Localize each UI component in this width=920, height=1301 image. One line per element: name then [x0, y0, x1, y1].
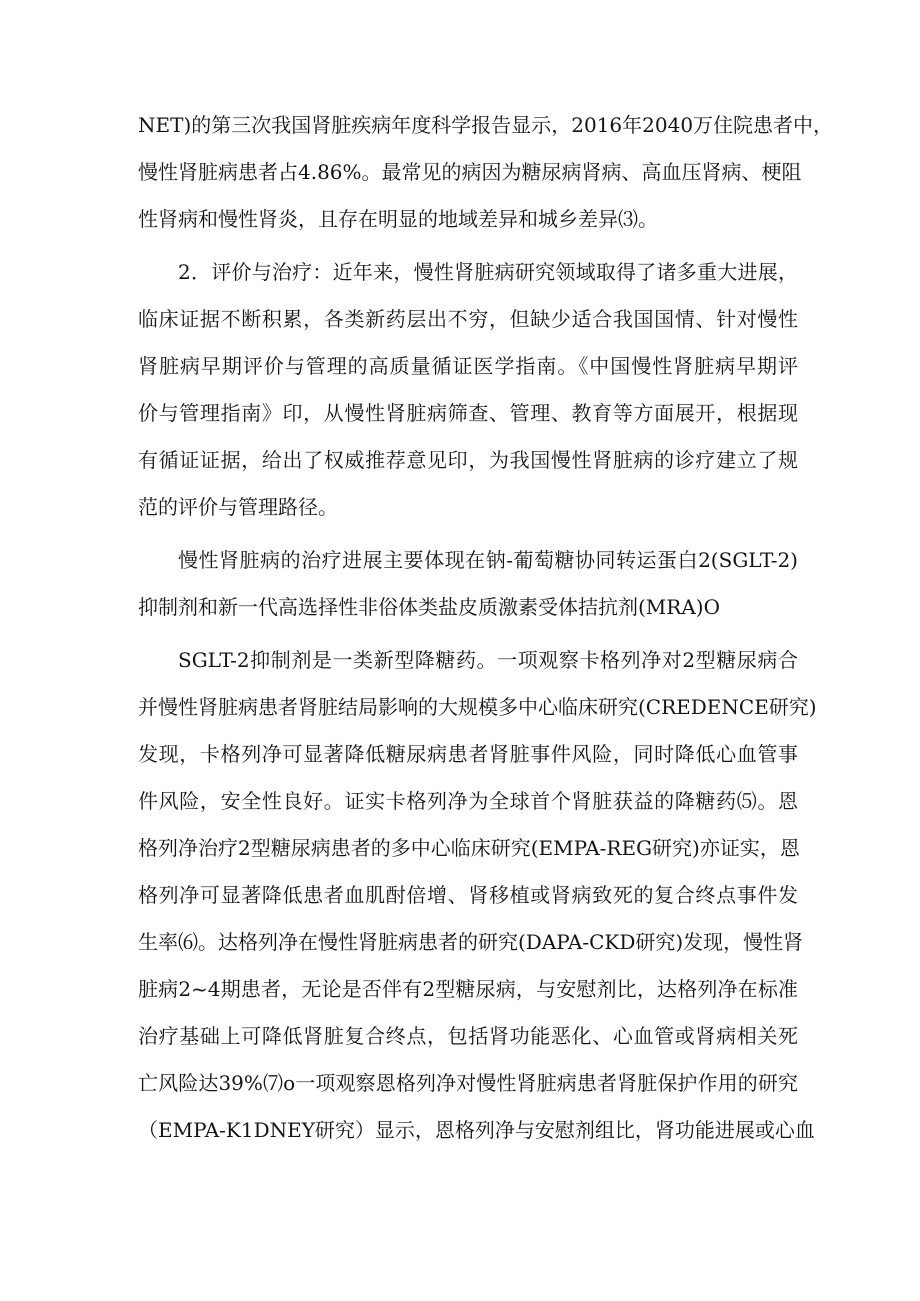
paragraph-epidemiology — [138, 102, 834, 243]
document-body — [138, 102, 834, 1154]
text-line: 2．评价与治疗：近年来，慢性肾脏病研究领域取得了诸多重大进展， — [178, 260, 798, 284]
text-line: 脏病2~4期患者，无论是否伴有2型糖尿病，与安慰剂比，达格列净在标准 — [138, 977, 798, 1001]
text-line: 发现，卡格列净可显著降低糖尿病患者肾脏事件风险，同时降低心血管事 — [138, 742, 798, 766]
text-line: 价与管理指南》印，从慢性肾脏病筛查、管理、教育等方面展开，根据现 — [138, 401, 798, 425]
paragraph-sglt2-inhibitors — [138, 637, 817, 1154]
text-line: 亡风险达39%⑺o一项观察恩格列净对慢性肾脏病患者肾脏保护作用的研究 — [138, 1071, 798, 1095]
text-line: SGLT-2抑制剂是一类新型降糖药。一项观察卡格列净对2型糖尿病合 — [178, 648, 798, 672]
text-line: 慢性肾脏病的治疗进展主要体现在钠-葡萄糖协同转运蛋白2(SGLT-2) — [178, 548, 798, 572]
text-line: 肾脏病早期评价与管理的高质量循证医学指南。《中国慢性肾脏病早期评 — [138, 354, 798, 378]
text-line: 抑制剂和新一代高选择性非俗体类盐皮质激素受体拮抗剂(MRA)O — [138, 595, 720, 619]
text-line: NET)的第三次我国肾脏疾病年度科学报告显示，2016年2040万住院患者中， — [138, 113, 834, 137]
paragraph-treatment-progress — [138, 537, 798, 631]
text-line: 并慢性肾脏病患者肾脏结局影响的大规模多中心临床研究(CREDENCE研究) — [138, 695, 817, 719]
text-line: 临床证据不断积累，各类新药层出不穷，但缺少适合我国国情、针对慢性 — [138, 307, 798, 331]
text-line: 慢性肾脏病患者占4.86%。最常见的病因为糖尿病肾病、高血压肾病、梗阻 — [138, 160, 802, 184]
text-line: 范的评价与管理路径。 — [138, 495, 338, 519]
text-line: 有循证证据，给出了权威推荐意见印，为我国慢性肾脏病的诊疗建立了规 — [138, 448, 798, 472]
text-line: 生率⑹。达格列净在慢性肾脏病患者的研究(DAPA-CKD研究)发现，慢性肾 — [138, 930, 804, 954]
paragraph-evaluation-treatment — [138, 249, 798, 531]
text-line: 性肾病和慢性肾炎，且存在明显的地域差异和城乡差异⑶。 — [138, 207, 658, 231]
text-line: 格列净治疗2型糖尿病患者的多中心临床研究(EMPA-REG研究)亦证实，恩 — [138, 836, 800, 860]
text-line: 格列净可显著降低患者血肌酎倍增、肾移植或肾病致死的复合终点事件发 — [138, 883, 798, 907]
text-line: （EMPA-K1DNEY研究）显示，恩格列净与安慰剂组比，肾功能进展或心血 — [138, 1118, 815, 1142]
text-line: 治疗基础上可降低肾脏复合终点，包括肾功能恶化、心血管或肾病相关死 — [138, 1024, 798, 1048]
text-line: 件风险，安全性良好。证实卡格列净为全球首个肾脏获益的降糖药⑸。恩 — [138, 789, 798, 813]
